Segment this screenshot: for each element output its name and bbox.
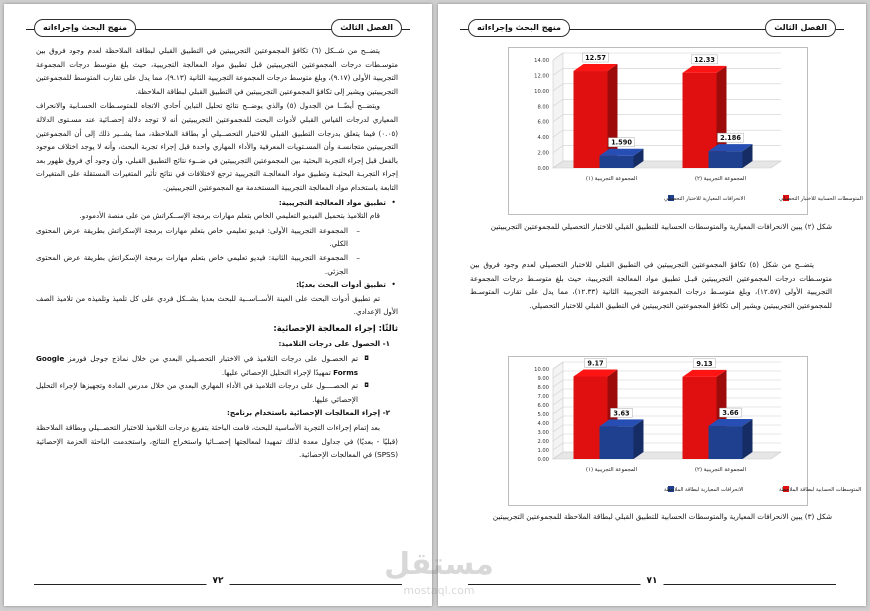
bullet-treatment <box>36 196 398 210</box>
paragraph-last: بعد إتمام إجراءات التجربة الأساسية للبحث، قامت الباحثة بتفريغ درجات التلاميذ للاختبار التحصــيلي وبطاقة الملاحظة (قبليًا - بعديًا) في جداول معدة لذلك تمهيدا لمعالجتها إحصــائيا واستخراج النتائج، واستخدمت الباحثة الحزمة الإحصائية (SPSS) في المعالجات الإحصائية. <box>36 423 398 460</box>
group-one-item: – المجموعة التجريبية الأولى: فيديو تعليمي خاص بتعلم مهارات برمجة الإسكراتش بطريقة عرض المحتوى الكلي. <box>36 224 370 251</box>
google-forms-label: Google Forms <box>36 354 358 377</box>
right-paragraph <box>470 258 832 313</box>
chart-bar <box>574 71 608 168</box>
chart-y-tick-label: 4.00 <box>537 421 549 427</box>
chart-data-label: 2.186 <box>720 134 741 143</box>
scores-item-1 <box>36 352 370 379</box>
chart-category-label: المجموعة التجريبية (١) <box>585 467 638 473</box>
chart-category-label: المجموعة التجريبية (١) <box>585 176 638 182</box>
chart-y-tick-label: 14.00 <box>534 58 549 64</box>
chart-y-tick-label: 4.00 <box>537 135 549 142</box>
chart-bar <box>600 426 634 459</box>
caption-figure-2: شكل (٢) يبين الانحرافات المعيارية والمتوسطات الحسابية للتطبيق القبلي للاختبار التحصيلي للمجموعتين التجريبيتين <box>490 222 832 231</box>
chart-category-label: المجموعة التجريبية (٢) <box>694 467 747 473</box>
page-72 <box>4 4 432 606</box>
scores-list <box>36 352 398 406</box>
bullet-list-2 <box>36 278 398 292</box>
chart-data-label: 9.13 <box>696 359 713 368</box>
section-heading-third: ثالثًا: إجراء المعالجة الإحصائية: <box>273 322 398 333</box>
page-footer <box>34 576 402 596</box>
chart-y-tick-label: 0.00 <box>537 166 549 172</box>
bullet-tools-title: تطبيق أدوات البحث بعديًا: <box>296 280 386 290</box>
chart-y-tick-label: 2.00 <box>537 150 549 157</box>
paragraph-1: يتضــح من شــكل (٦) تكافؤ المجموعتين التجريبيتين في التطبيق القبلي لبطاقة الملاحظة لعدم وجود فروق بين متوسـطات درجات المجموعتين التجريبيتين قبل تطبيق مواد المعالجة التجريبية، حيث بلغ متوسط درجات المجموعة التجريبية الأولى (٩.١٧)، وبلغ متوسط درجات المجموعة التجريبية الثانية (٩.١٣)، مما يدل على تقارب المتوسط للمجموعتين التجريبيتين ويشير إلى تكافؤ المجموعتين التجريبيتين في التطبيق القبلي لبطاقة الملاحظة. <box>36 46 398 96</box>
subheading-scores: ١- الحصول على درجات التلاميذ: <box>278 339 390 349</box>
chart-legend-label: المتوسطات الحسابية للاختبار التحصيلي <box>779 196 863 202</box>
page-body <box>36 44 398 463</box>
chart-observation-card <box>508 356 862 506</box>
header-section-tag: منهج البحث وإجراءاته <box>34 19 136 37</box>
watermark-ar: مستقل <box>384 547 494 582</box>
scores-item-2: ◘ تم الحصــــول على درجات التلاميذ في الأداء المهاري البعدي من خلال مدرس المادة وتجهيزها لإجراء التحليل الإحصائي عليها. <box>36 379 370 406</box>
chart-side-wall <box>553 53 563 168</box>
chart-y-tick-label: 6.00 <box>537 119 549 126</box>
paragraph-2: ويتضــح أيضًــا من الجدول (٥) والذي يوضــح نتائج تحليل التباين أحادي الاتجاه للمتوسـطات الحسـابية والانحراف المعياري لدرجات القياس القبلي لأدوات البحث للمجموعتين التجريبيتين أنه لا توجد دلالة إحصـائية عند مسـتوى الدلالة (٠.٠٥) فيما يتعلق بدرجات التطبيق القبلي للاختبار التحصــيلي أو بطاقة الملاحظة، مما يشــير ذلك إلى أن المجموعتين التجريبيتين متجانسـة وأن المسـتويات المعرفية والأداء المهاري واحدة قبل إجراء تجربة البحث، وأنه لا يوجد اختلاف موجود بالفعل قبل إجراء التجربة البحثية بين المجموعتين التجريبيتين في ضــوء نتائج التطبيق القبلي، وأن وجود أي فروق ظهور بعد إجراء التجربـة البحثيـة وتطبيق مواد المعالجـة التجريبية ترجع لاختلافات في نتائج تأثير المتغيرات المستقلة على المتغيرات التابعة باستخدام مواد المعالجة التجريبية المستخدمة مع المجموعتين التجريبيتين. <box>36 101 398 192</box>
page-footer <box>468 576 836 596</box>
page-header <box>460 14 844 40</box>
group-two-item: – المجموعة التجريبية الثانية: فيديو تعليمي خاص بتعلم مهارات برمجة الإسكراتش بطريقة عرض المحتوى الجزئي. <box>36 251 370 278</box>
chart-data-label: 12.33 <box>694 55 715 64</box>
header-chapter-tag: الفصل الثالث <box>765 19 836 37</box>
chart-y-tick-label: 5.00 <box>537 412 549 418</box>
chart-data-label: 12.57 <box>585 54 606 63</box>
chart-legend-label: الانحرافات المعيارية للاختبار التحصيلي <box>664 196 745 202</box>
page-number: ٧١ <box>641 576 664 586</box>
paragraph-figure-5: يتضــح من شكل (٥) تكافؤ المجموعتين التجريبيتين في التطبيق القبلي للاختبار التحصيلي لعدم وجود فروق بين متوسـطات درجات المجموعتين التجريبيتين قبـل تطبيق مواد المعالجة التجريبية، حيث بلغ متوسـط درجات المجموعة التجريبية الأولى (١٢.٥٧)، وبلغ متوسـط درجات المجموعة التجريبية الثانية (١٢.٣٣)، مما يدل على تقارب المتوسـط للمجموعتين التجريبيتين ويشير إلى تكافؤ المجموعتين التجريبيتين في التطبيق القبلي للاختبار التحصيلي. <box>470 260 832 310</box>
chart-bar <box>709 151 743 168</box>
chart-achievement-svg <box>509 48 863 216</box>
scores-item-1-text: تم الحصـول على درجات التلاميذ في الاختبار التحصـيلي البعدي من خلال نماذج جوجل فورمز <box>68 354 358 364</box>
chart-bar <box>600 156 634 168</box>
chart-y-tick-label: 1.00 <box>537 448 549 454</box>
bullet-tools <box>36 278 398 292</box>
chart-bar <box>709 426 743 459</box>
bullet-list <box>36 196 398 210</box>
chart-y-tick-label: 10.00 <box>534 88 549 95</box>
chart-bar-side <box>743 419 753 459</box>
chart-y-tick-label: 9.00 <box>537 376 549 382</box>
chart-y-tick-label: 0.00 <box>537 457 549 463</box>
chart-data-label: 3.66 <box>722 409 739 418</box>
bullet-treatment-title: تطبيق مواد المعالجة التجريبية: <box>278 197 386 207</box>
watermark-en: mostaql.com <box>403 584 475 597</box>
chart-achievement-test <box>508 47 863 215</box>
header-chapter-tag: الفصل الثالث <box>331 19 402 37</box>
chart-y-tick-label: 12.00 <box>534 73 549 80</box>
chart-legend-label: الانحرافات المعيارية لبطاقة الملاحظة <box>664 487 744 493</box>
chart-y-tick-label: 7.00 <box>537 394 549 400</box>
chart-legend-label: المتوسطات الحسابية لبطاقة الملاحظة <box>779 487 862 493</box>
chart-observation-svg <box>509 357 862 507</box>
chart-y-tick-label: 3.00 <box>537 430 549 436</box>
scores-item-1-end: تمهيدًا لإجراء التحليل الإحصائي عليها. <box>221 367 331 377</box>
header-section-tag: منهج البحث وإجراءاته <box>468 19 570 37</box>
chart-data-label: 9.17 <box>587 359 604 368</box>
chart-data-label: 1.590 <box>611 138 632 147</box>
chart-y-tick-label: 10.00 <box>534 367 549 373</box>
subheading-stats: ٢- إجراء المعالجات الإحصائية باستخدام برنامج: <box>227 408 390 418</box>
group-list <box>36 224 398 278</box>
chart-category-label: المجموعة التجريبية (٢) <box>694 176 747 182</box>
chart-y-tick-label: 8.00 <box>537 104 549 111</box>
page-header <box>26 14 410 40</box>
chart-y-tick-label: 6.00 <box>537 403 549 409</box>
chart-data-label: 3.63 <box>613 409 630 418</box>
page-71 <box>438 4 866 606</box>
bullet-treatment-text: قام التلاميذ بتحميل الفيديو التعليمي الخاص بتعلم مهارات برمجة الإســكراتش من على منصة الأدمودو. <box>79 211 380 221</box>
page-number: ٧٢ <box>207 576 230 586</box>
caption-figure-3: شكل (٣) يبين الانحرافات المعيارية والمتوسطات الحسابية للتطبيق القبلي لبطاقة الملاحظة للمجموعتين التجريبيتين <box>492 512 832 521</box>
chart-bar-side <box>634 419 644 459</box>
chart-y-tick-label: 8.00 <box>537 385 549 391</box>
bullet-tools-text: تم تطبيق أدوات البحث على العينة الأســاســية للبحث بعديا بشــكل فردي على كل تلميذ وتلميذه من تلاميذ الصف الأول الإعدادي. <box>36 293 398 317</box>
chart-y-tick-label: 2.00 <box>537 439 549 445</box>
